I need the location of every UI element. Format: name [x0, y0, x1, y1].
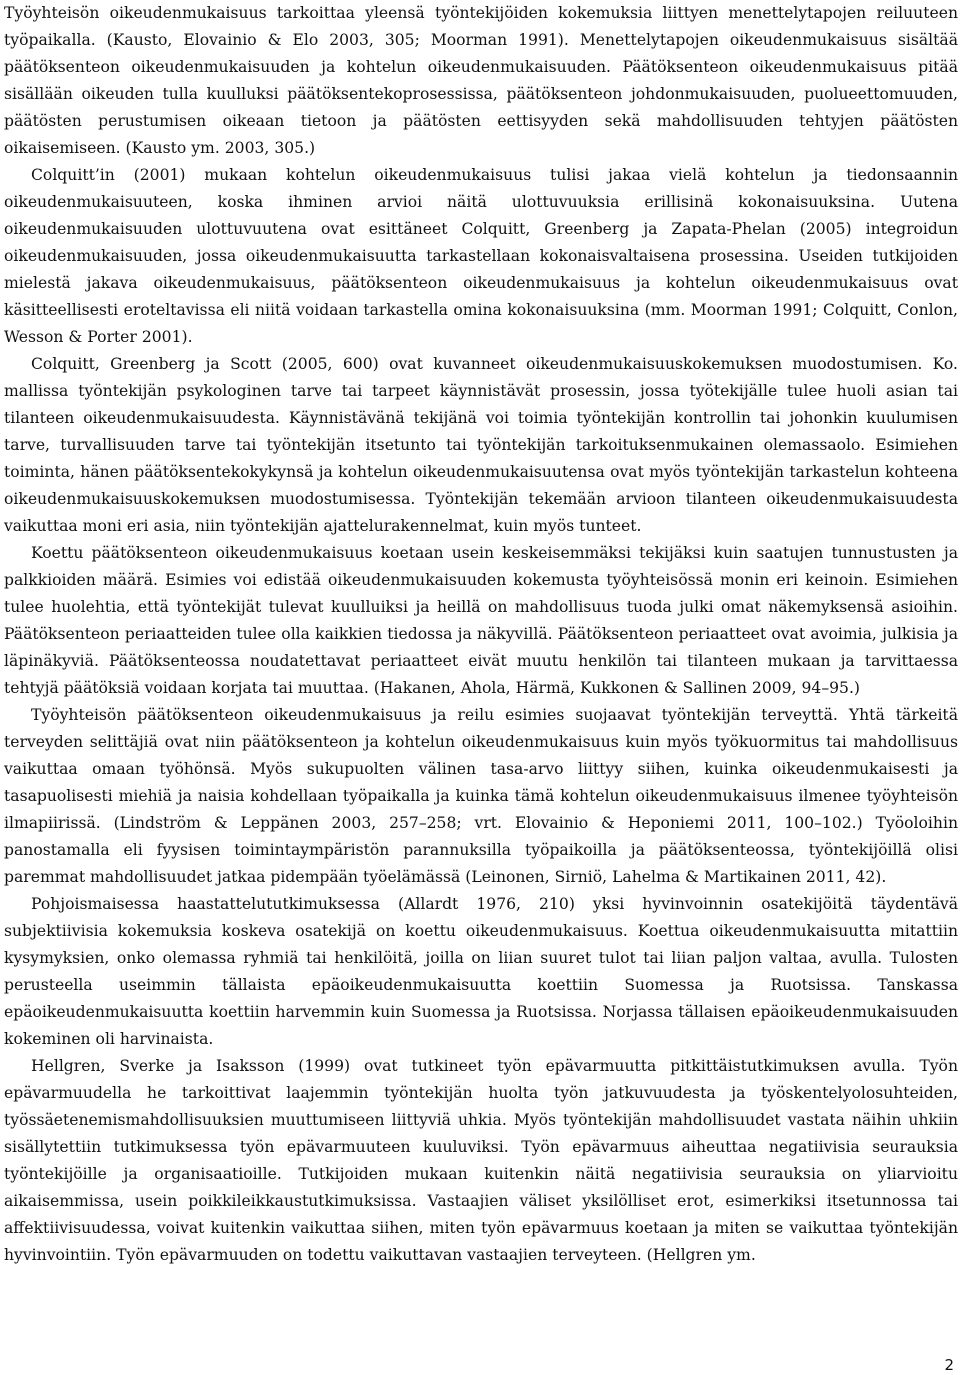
- paragraph-2: Colquitt’in (2001) mukaan kohtelun oikeudenmukaisuus tulisi jakaa vielä kohtelun ja tiedonsaannin oikeudenmukaisuuteen, koska ihminen arvioi näitä ulottuvuuksia erillisinä kokonaisuuksina. Uutena oikeudenmukaisuuden ulottuvuutena ovat esittäneet Colquitt, Greenberg ja Zapata-Phelan (2005) integroidun oikeudenmukaisuuden, jossa oikeudenmukaisuutta tarkastellaan kokonaisvaltaisena prosessina. Useiden tutkijoiden mielestä jakava oikeudenmukaisuus, päätöksenteon oikeudenmukaisuus ja kohtelun oikeudenmukaisuus ovat käsitteellisesti eroteltavissa eli niitä voidaan tarkastella omina kokonaisuuksina (mm. Moorman 1991; Colquitt, Conlon, Wesson & Porter 2001).: [4, 166, 958, 346]
- paragraph-4: Koettu päätöksenteon oikeudenmukaisuus koetaan usein keskeisemmäksi tekijäksi kuin saatujen tunnustusten ja palkkioiden määrä. Esimies voi edistää oikeudenmukaisuuden kokemusta työyhteisössä monin eri keinoin. Esimiehen tulee huolehtia, että työntekijät tulevat kuulluiksi ja heillä on mahdollisuus tuoda julki omat näkemyksensä asioihin. Päätöksenteon periaatteiden tulee olla kaikkien tiedossa ja näkyvillä. Päätöksenteon periaatteet ovat avoimia, julkisia ja läpinäkyviä. Päätöksenteossa noudatettavat periaatteet eivät muutu henkilön tai tilanteen mukaan ja tarvittaessa tehtyjä päätöksiä voidaan korjata tai muuttaa. (Hakanen, Ahola, Härmä, Kukkonen & Sallinen 2009, 94–95.): [4, 544, 958, 697]
- paragraph-1: Työyhteisön oikeudenmukaisuus tarkoittaa yleensä työntekijöiden kokemuksia liittyen menettelytapojen reiluuteen työpaikalla. (Kausto, Elovainio & Elo 2003, 305; Moorman 1991). Menettelytapojen oikeudenmukaisuus sisältää päätöksenteon oikeudenmukaisuuden ja kohtelun oikeudenmukaisuuden. Päätöksenteon oikeudenmukaisuus pitää sisällään oikeuden tulla kuulluksi päätöksentekoprosessissa, päätöksenteon johdonmukaisuuden, puolueettomuuden, päätösten perustumisen oikeaan tietoon ja päätösten eettisyyden sekä mahdollisuuden tehtyjen päätösten oikaisemiseen. (Kausto ym. 2003, 305.): [4, 4, 958, 157]
- paragraph-3: Colquitt, Greenberg ja Scott (2005, 600) ovat kuvanneet oikeudenmukaisuuskokemuksen muodostumisen. Ko. mallissa työntekijän psykologinen tarve tai tarpeet käynnistävät prosessin, jossa työtekijälle tulee huoli asian tai tilanteen oikeudenmukaisuudesta. Käynnistävänä tekijänä voi toimia työntekijän kontrollin tai johonkin kuulumisen tarve, turvallisuuden tarve tai työntekijän itsetunto tai työntekijän tarkoituksenmukainen olemassaolo. Esimiehen toiminta, hänen päätöksentekokykynsä ja kohtelun oikeudenmukaisuutensa ovat myös työntekijän tarkastelun kohteena oikeudenmukaisuuskokemuksen muodostumisessa. Työntekijän tekemään arvioon tilanteen oikeudenmukaisuudesta vaikuttaa moni eri asia, niin työntekijän ajattelurakennelmat, kuin myös tunteet.: [4, 355, 958, 535]
- paragraph-7: Hellgren, Sverke ja Isaksson (1999) ovat tutkineet työn epävarmuutta pitkittäistutkimuksen avulla. Työn epävarmuudella he tarkoittivat laajemmin työntekijän huolta työn jatkuvuudesta ja työskentelyolosuhteiden, työssäetenemismahdollisuuksien muuttumiseen liittyviä uhkia. Myös työntekijän mahdollisuudet vastata näihin uhkiin sisällytettiin tutkimuksessa työn epävarmuuteen kuuluviksi. Työn epävarmuus aiheuttaa negatiivisia seurauksia työntekijöille ja organisaatioille. Tutkijoiden mukaan kuitenkin näitä negatiivisia seurauksia on yliarvioitu aikaisemmissa, usein poikkileikkaustutkimuksissa. Vastaajien väliset yksilölliset erot, esimerkiksi itsetunnossa tai affektiivisuudessa, voivat kuitenkin vaikuttaa siihen, miten työn epävarmuus koetaan ja miten se vaikuttaa työntekijän hyvinvointiin. Työn epävarmuuden on todettu vaikuttavan vastaajien terveyteen. (Hellgren ym.: [4, 1057, 958, 1264]
- paragraph-5: Työyhteisön päätöksenteon oikeudenmukaisuus ja reilu esimies suojaavat työntekijän terveyttä. Yhtä tärkeitä terveyden selittäjiä ovat niin päätöksenteon ja kohtelun oikeudenmukaisuus kuin myös työkuormitus tai mahdollisuus vaikuttaa omaan työhönsä. Myös sukupuolten välinen tasa-arvo liittyy siihen, kuinka oikeudenmukaisesti ja tasapuolisesti miehiä ja naisia kohdellaan työpaikalla ja kuinka tämä kohtelun oikeudenmukaisuus ilmenee työyhteisön ilmapiirissä. (Lindström & Leppänen 2003, 257–258; vrt. Elovainio & Heponiemi 2011, 100–102.) Työoloihin panostamalla eli fyysisen toimintaympäristön parannuksilla työpaikoilla ja päätöksenteossa, työntekijöillä olisi paremmat mahdollisuudet jatkaa pidempään työelämässä (Leinonen, Sirniö, Lahelma & Martikainen 2011, 42).: [4, 706, 958, 886]
- page-number: 2: [944, 1356, 954, 1374]
- paragraph-6: Pohjoismaisessa haastattelututkimuksessa (Allardt 1976, 210) yksi hyvinvoinnin osatekijöitä täydentävä subjektiivisia kokemuksia koskeva osatekijä on koettu oikeudenmukaisuus. Koettua oikeudenmukaisuutta mitattiin kysymyksien, onko olemassa ryhmiä tai henkilöitä, joilla on liian suuret tulot tai liian paljon valtaa, avulla. Tulosten perusteella useimmin tällaista epäoikeudenmukaisuutta koettiin Suomessa ja Ruotsissa. Tanskassa epäoikeudenmukaisuutta koettiin harvemmin kuin Suomessa ja Ruotsissa. Norjassa tällaisen epäoikeudenmukaisuuden kokeminen oli harvinaista.: [4, 895, 958, 1048]
- document-page: [4, 0, 958, 1269]
